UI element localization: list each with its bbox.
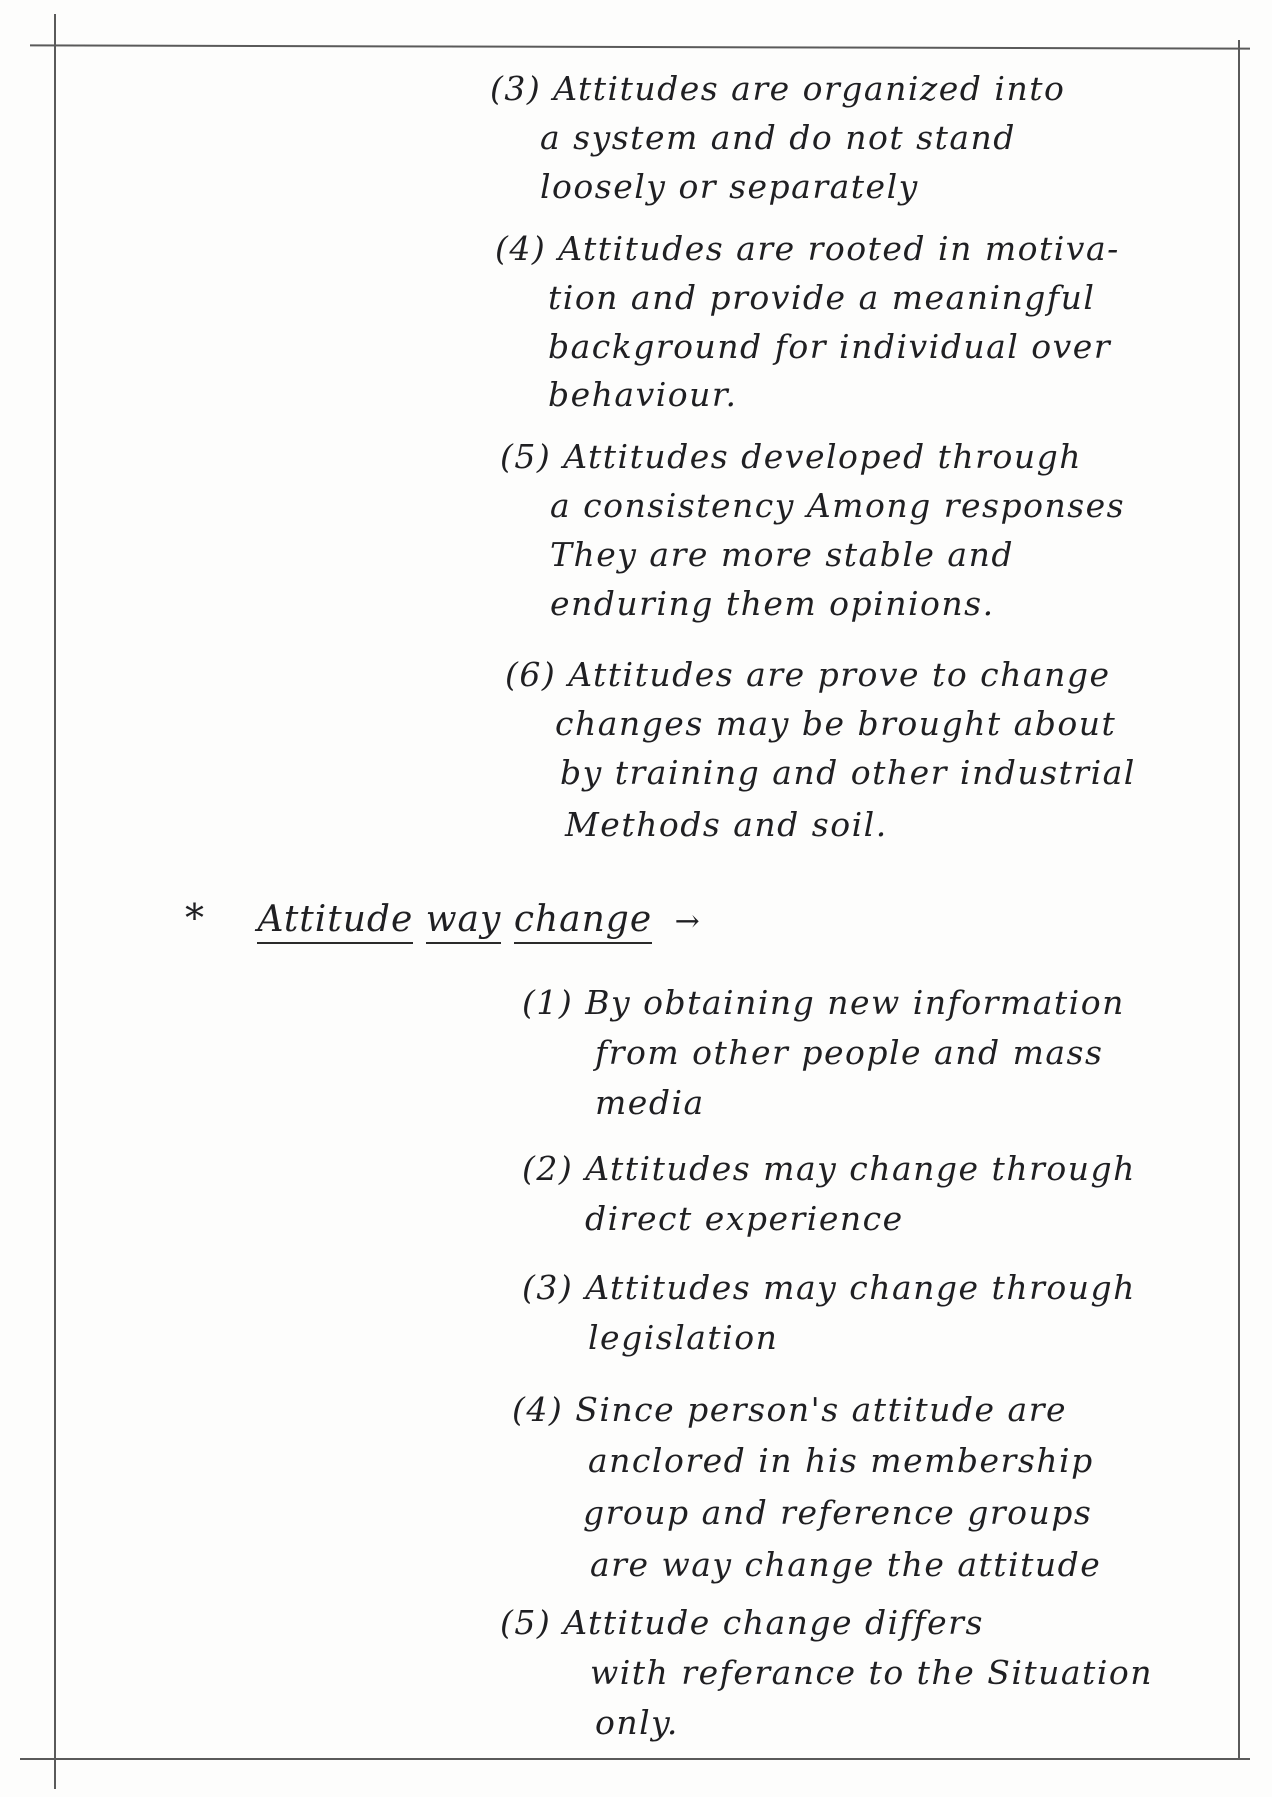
point-6-line-4: Methods and soil. (565, 805, 888, 844)
change-point-4-line-1: (4) Since person's attitude are (512, 1390, 1068, 1429)
change-point-4-line-2: anclored in his membership (588, 1441, 1094, 1480)
point-4-line-1: (4) Attitudes are rooted in motiva- (495, 229, 1120, 268)
change-point-2-line-2: direct experience (585, 1199, 904, 1238)
change-point-5-line-2: with referance to the Situation (590, 1653, 1153, 1692)
point-6-line-1: (6) Attitudes are prove to change (505, 655, 1111, 694)
arrow-right-icon: → (674, 904, 701, 939)
top-margin-line (30, 44, 1250, 49)
change-point-3-line-1: (3) Attitudes may change through (522, 1268, 1136, 1307)
left-margin-line (54, 14, 56, 1789)
asterisk-icon: * (185, 896, 205, 940)
section-heading (185, 893, 701, 947)
point-6-line-3: by training and other industrial (560, 753, 1136, 792)
change-point-5-line-3: only. (595, 1703, 679, 1742)
point-4-line-2: tion and provide a meaningful (548, 278, 1096, 317)
point-5-line-1: (5) Attitudes developed through (500, 437, 1082, 476)
change-point-3-line-2: legislation (588, 1318, 779, 1357)
bottom-margin-line (20, 1758, 1250, 1760)
point-5-line-2: a consistency Among responses (550, 486, 1126, 525)
heading-word-way: way (426, 899, 502, 944)
point-3-line-3: loosely or separately (540, 167, 919, 206)
point-6-line-2: changes may be brought about (555, 704, 1117, 743)
change-point-5-line-1: (5) Attitude change differs (500, 1603, 984, 1642)
right-margin-line (1238, 40, 1240, 1760)
change-point-1-line-1: (1) By obtaining new information (522, 983, 1125, 1022)
change-point-1-line-3: media (595, 1083, 705, 1122)
change-point-4-line-3: group and reference groups (583, 1493, 1093, 1532)
point-3-line-2: a system and do not stand (540, 118, 1016, 157)
point-5-line-3: They are more stable and (550, 535, 1014, 574)
heading-word-attitude: Attitude (257, 899, 413, 944)
point-3-line-1: (3) Attitudes are organized into (490, 69, 1066, 108)
change-point-1-line-2: from other people and mass (595, 1033, 1104, 1072)
change-point-4-line-4: are way change the attitude (590, 1545, 1102, 1584)
point-5-line-4: enduring them opinions. (550, 584, 995, 623)
heading-word-change: change (514, 899, 652, 944)
change-point-2-line-1: (2) Attitudes may change through (522, 1149, 1136, 1188)
point-4-line-4: behaviour. (548, 375, 738, 414)
point-4-line-3: background for individual over (548, 327, 1112, 366)
